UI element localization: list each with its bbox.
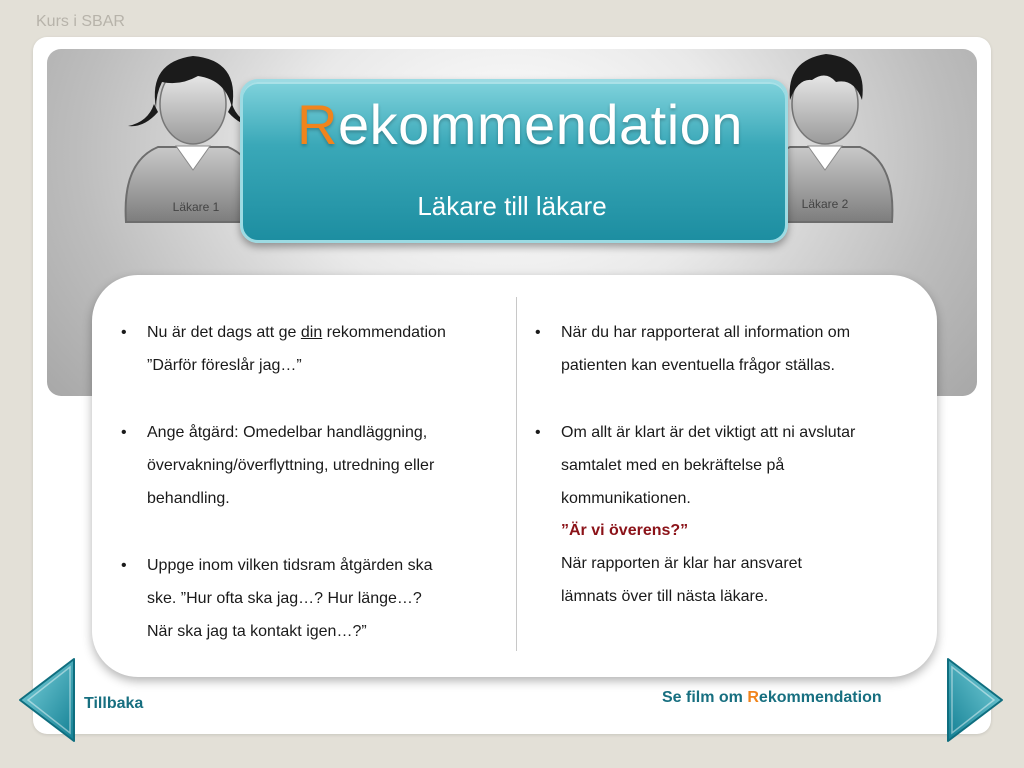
list-item: [120, 416, 505, 515]
right-column: [534, 316, 919, 613]
left-column: [120, 316, 505, 648]
list-item: [120, 549, 505, 648]
doctor-2-label: Läkare 2: [801, 197, 849, 211]
list-item: [120, 316, 505, 382]
column-divider: [516, 297, 517, 651]
course-label: Kurs i SBAR: [36, 13, 125, 30]
bullet-icon: •: [121, 324, 127, 341]
bullet-icon: •: [535, 324, 541, 341]
back-button-label[interactable]: Tillbaka: [84, 695, 144, 712]
next-arrow-button[interactable]: [944, 657, 1006, 743]
list-item-line: Ange åtgärd: Omedelbar handläggning,: [147, 424, 428, 441]
list-item-line: Om allt är klart är det viktigt att ni avslutar: [561, 424, 856, 441]
list-item-line: Nu är det dags att ge din rekommendation: [147, 324, 446, 341]
title-accent-letter: R: [297, 93, 338, 156]
list-item-line: När du har rapporterat all information om: [561, 324, 851, 341]
list-item-line: kommunikationen.: [561, 490, 691, 507]
bullet-icon: •: [121, 557, 127, 574]
list-item-line: behandling.: [147, 490, 230, 507]
arrow-right-icon: [944, 657, 1006, 743]
confirmation-question: ”Är vi överens?”: [561, 522, 689, 539]
watch-film-link[interactable]: Se film om Rekommendation: [662, 689, 882, 706]
doctor-1-label: Läkare 1: [172, 200, 220, 214]
list-item-line: När ska jag ta kontakt igen…?”: [147, 623, 367, 640]
list-item-line: ”Därför föreslår jag…”: [147, 357, 302, 374]
back-arrow-button[interactable]: [16, 657, 78, 743]
title-rest: ekommendation: [338, 93, 743, 156]
film-accent-letter: R: [747, 689, 759, 706]
list-item-line: övervakning/överflyttning, utredning eller: [147, 457, 435, 474]
page-subtitle: Läkare till läkare: [417, 191, 607, 221]
list-item-line: patienten kan eventuella frågor ställas.: [561, 357, 835, 374]
list-item-line: ske. ”Hur ofta ska jag…? Hur länge…?: [147, 590, 422, 607]
underlined-word: din: [300, 324, 323, 341]
closing-line: När rapporten är klar har ansvaret: [561, 555, 802, 572]
page-title: [270, 92, 770, 157]
list-item-line: samtalet med en bekräftelse på: [561, 457, 785, 474]
arrow-left-icon: [16, 657, 78, 743]
list-item: [534, 316, 919, 382]
bullet-icon: •: [535, 424, 541, 441]
list-item-line: Uppge inom vilken tidsram åtgärden ska: [147, 557, 433, 574]
list-item: [534, 416, 919, 515]
bullet-icon: •: [121, 424, 127, 441]
closing-line: lämnats över till nästa läkare.: [561, 588, 769, 605]
